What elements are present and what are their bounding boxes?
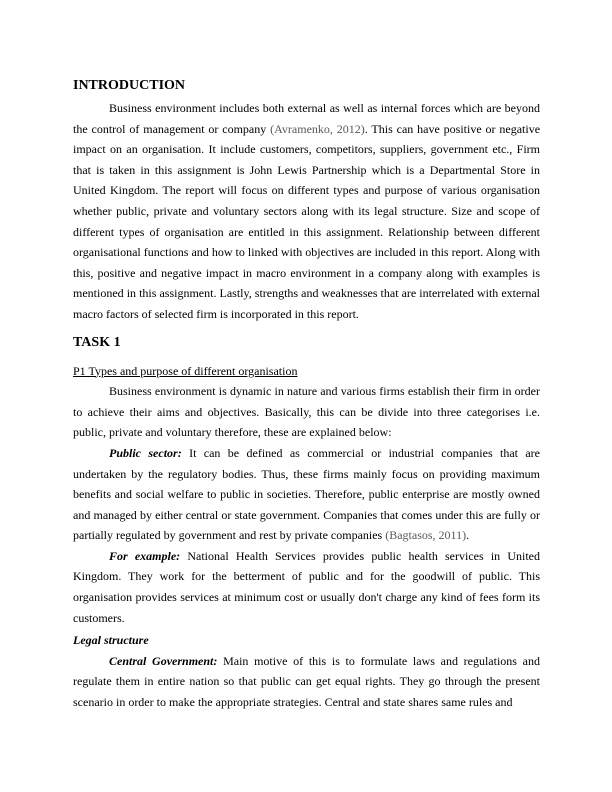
central-government-paragraph bbox=[73, 651, 540, 713]
public-sector-label: Public sector: bbox=[109, 445, 182, 460]
public-sector-end: . bbox=[466, 528, 470, 543]
legal-structure-heading: Legal structure bbox=[73, 633, 149, 648]
public-sector-text: It can be defined as commercial or industrial companies that are undertaken by the regulatory bodies. Thus, these firms mainly focus on providing maximum benefits and social welfare to public in societies. Therefore, public enterprise are mostly owned and managed by either central or state government. Companies that comes under this are fully or partially regulated by government and rest by private companies bbox=[73, 445, 540, 543]
task1-heading: TASK 1 bbox=[73, 334, 121, 350]
central-government-text: Main motive of this is to formulate laws and regulations and regulate them in entire nation so that public can get equal rights. They go through the present scenario in order to make the appropriate strategies. Central and state shares same rules and bbox=[73, 653, 540, 710]
example-label: For example: bbox=[109, 548, 181, 563]
central-government-label: Central Government: bbox=[109, 653, 218, 668]
public-sector-paragraph bbox=[73, 443, 540, 546]
page-content bbox=[73, 76, 540, 713]
example-text: National Health Services provides public health services in United Kingdom. They work for the betterment of public and for the goodwill of public. This organisation provides services at minimum cost or usually don't charge any kind of fees form its customers. bbox=[73, 548, 540, 625]
intro-text-part1: Business environment includes both external as well as internal forces which are beyond the control of management or company bbox=[73, 101, 540, 136]
citation-avramenko: (Avramenko, 2012) bbox=[270, 121, 365, 136]
p1-subheading: P1 Types and purpose of different organisation bbox=[73, 363, 298, 378]
introduction-heading: INTRODUCTION bbox=[73, 78, 186, 93]
citation-bagtasos: (Bagtasos, 2011) bbox=[385, 528, 467, 543]
introduction-paragraph bbox=[73, 98, 540, 325]
intro-text-part2: . This can have positive or negative impact on an organisation. It include customers, competitors, suppliers, government etc., Firm that is taken in this assignment is John Lewis Partnership which is a Departmental Store in United Kingdom. The report will focus on different types and purpose of various organisation whether public, private and voluntary sectors along with its legal structure. Size and scope of different types of organisation are entitled in this assignment. Relationship between different organisational functions and how to linked with objectives are included in this report. Along with this, positive and negative impact in macro environment in a company along with examples is mentioned in this assignment. Lastly, strengths and weaknesses that are interrelated with external macro factors of selected firm is incorporated in this report. bbox=[73, 121, 541, 321]
task1-intro-paragraph: Business environment is dynamic in nature and various firms establish their firm in order to achieve their aims and objectives. Basically, this can be divide into three categorises i.e. public, private and voluntary therefore, these are explained below: bbox=[73, 384, 540, 440]
example-paragraph bbox=[73, 546, 540, 628]
